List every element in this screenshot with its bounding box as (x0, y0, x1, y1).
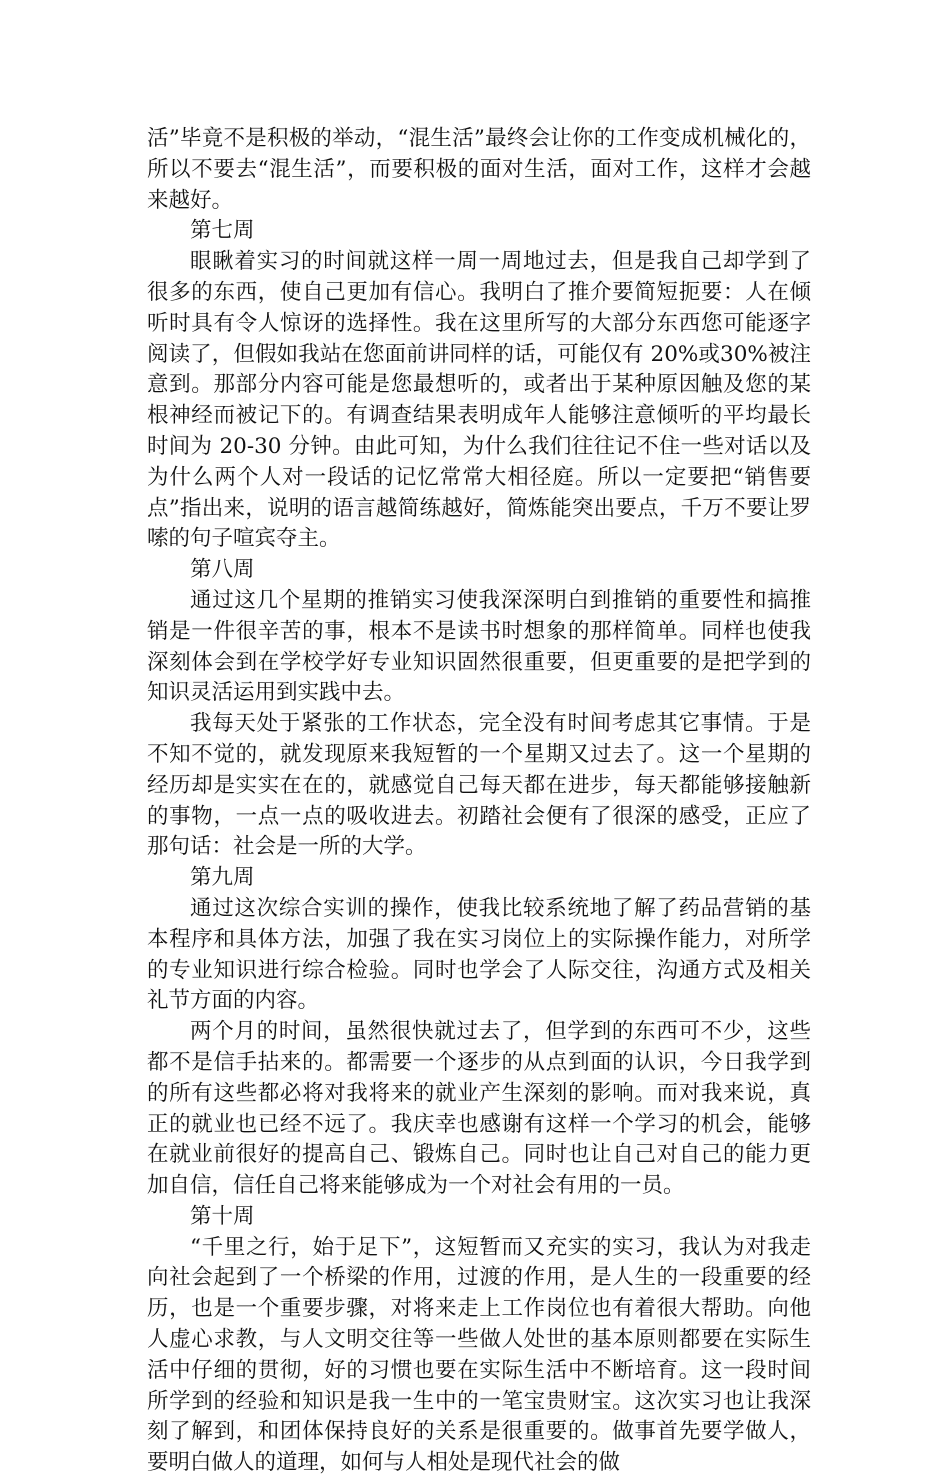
paragraph-continuation: 活”毕竟不是积极的举动，“混生活”最终会让你的工作变成机械化的，所以不要去“混生活”，而要积极的面对生活，面对工作，这样才会越来越好。 (147, 126, 811, 213)
document-body (147, 124, 811, 1479)
paragraph-week-8-a: 通过这几个星期的推销实习使我深深明白到推销的重要性和搞推销是一件很辛苦的事，根本不是读书时想象的那样简单。同样也使我深刻体会到在学校学好专业知识固然很重要，但更重要的是把学到的知识灵活运用到实践中去。 (147, 587, 811, 706)
paragraph-week-9-b: 两个月的时间，虽然很快就过去了，但学到的东西可不少，这些都不是信手拈来的。都需要一个逐步的从点到面的认识，今日我学到的所有这些都必将对我将来的就业产生深刻的影响。而对我来说，真正的就业也已经不远了。我庆幸也感谢有这样一个学习的机会，能够在就业前很好的提高自己、锻炼自己。同时也让自己对自己的能力更加自信，信任自己将来能够成为一个对社会有用的一员。 (147, 1019, 811, 1199)
section-heading-week-10: 第十周 (190, 1203, 255, 1229)
section-heading-week-9: 第九周 (190, 865, 255, 891)
section-heading-week-8: 第八周 (190, 557, 255, 583)
paragraph-week-7: 眼瞅着实习的时间就这样一周一周地过去，但是我自己却学到了很多的东西，使自己更加有信心。我明白了推介要简短扼要：人在倾听时具有令人惊讶的选择性。我在这里所写的大部分东西您可能逐字阅读了，但假如我站在您面前讲同样的话，可能仅有 20%或30%被注意到。那部分内容可能是您最想听的，或者出于某种原因触及您的某根神经而被记下的。有调查结果表明成年人能够注意倾听的平均最长时间为 20-30 分钟。由此可知，为什么我们往往记不住一些对话以及为什么两个人对一段话的记忆常常大相径庭。所以一定要把“销售要点”指出来，说明的语言越简练越好，简炼能突出要点，千万不要让罗嗦的句子喧宾夺主。 (147, 249, 811, 552)
paragraph-week-8-b: 我每天处于紧张的工作状态，完全没有时间考虑其它事情。于是不知不觉的，就发现原来我短暂的一个星期又过去了。这一个星期的经历却是实实在在的，就感觉自己每天都在进步，每天都能够接触新的事物，一点一点的吸收进去。初踏社会便有了很深的感受，正应了那句话：社会是一所的大学。 (147, 711, 811, 860)
section-heading-week-7: 第七周 (190, 218, 255, 244)
paragraph-week-10: “千里之行，始于足下”，这短暂而又充实的实习，我认为对我走向社会起到了一个桥梁的作用，过渡的作用，是人生的一段重要的经历，也是一个重要步骤，对将来走上工作岗位也有着很大帮助。向他人虚心求教，与人文明交往等一些做人处世的基本原则都要在实际生活中仔细的贯彻，好的习惯也要在实际生活中不断培育。这一段时间所学到的经验和知识是我一生中的一笔宝贵财宝。这次实习也让我深刻了解到，和团体保持良好的关系是很重要的。做事首先要学做人，要明白做人的道理，如何与人相处是现代社会的做 (147, 1234, 811, 1476)
paragraph-week-9-a: 通过这次综合实训的操作，使我比较系统地了解了药品营销的基本程序和具体方法，加强了我在实习岗位上的实际操作能力，对所学的专业知识进行综合检验。同时也学会了人际交往，沟通方式及相关礼节方面的内容。 (147, 895, 811, 1014)
